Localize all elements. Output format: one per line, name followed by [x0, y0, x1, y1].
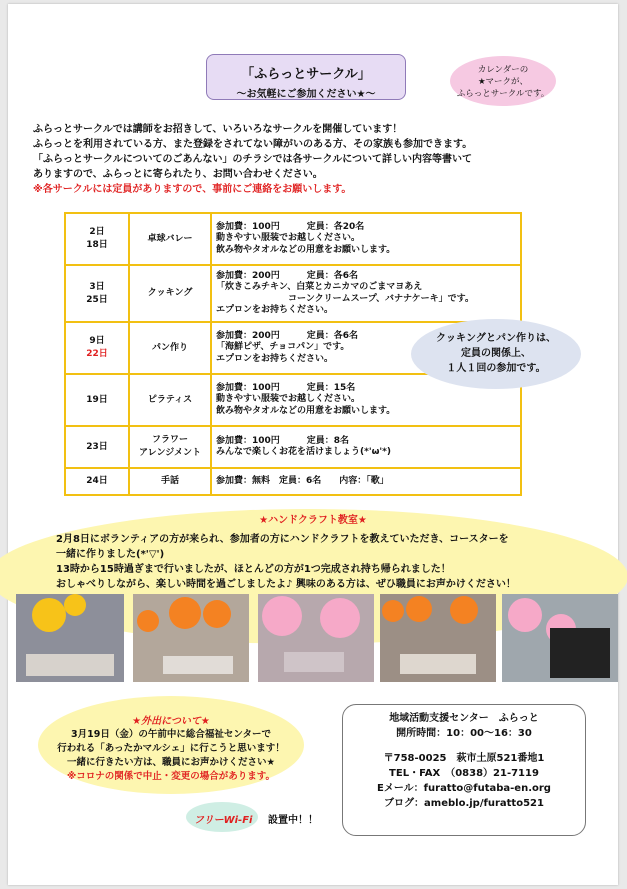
flyer-page — [8, 4, 618, 885]
center-blog: ブログ：ameblo.jp/furatto521 — [384, 798, 544, 809]
handcraft-photo — [133, 594, 249, 682]
intro-line: ふらっとサークルでは講師をお招きして、いろいろなサークルを開催しています！ — [33, 124, 403, 135]
center-postal: 〒758-0025 萩市土原521番地1 — [383, 753, 545, 764]
table-row — [65, 426, 521, 468]
outing-line: 一緒に行きたい方は、職員にお声かけください★ — [66, 757, 276, 768]
calendar-note-line: カレンダーの — [477, 65, 529, 75]
center-hours: 開所時間：10：00～16：30 — [396, 728, 532, 739]
cooking-note-line: 定員の関係上、 — [461, 348, 531, 359]
date-cell: 3日 25日 — [65, 265, 129, 322]
center-email: Eメール：furatto@futaba-en.org — [377, 783, 551, 794]
intro-line: ありますので、ふらっとに寄られたり、お問い合わせください。 — [33, 169, 323, 180]
detail-cell: 参加費：無料 定員：6名 内容：「歌」 — [211, 468, 521, 495]
handcraft-photo — [502, 594, 618, 682]
detail-cell: 参加費：100円 定員：各20名 動きやすい服装でお越しください。 飲み物やタオルなどの用意をお願いします。 — [211, 213, 521, 265]
calendar-note-line: ふらっとサークルです。 — [456, 89, 550, 99]
cooking-note-line: １人１回の参加です。 — [446, 363, 546, 374]
cooking-note-line: クッキングとパン作りは、 — [436, 333, 556, 344]
circle-name-cell: パン作り — [129, 322, 211, 374]
intro-text — [33, 122, 593, 197]
outing-line: 行われる「あったかマルシェ」に行こうと思います！ — [57, 743, 285, 754]
outing-line: 3月19日（金）の午前中に総合福祉センターで — [71, 729, 271, 740]
intro-line: 「ふらっとサークルについてのごあんない」のチラシでは各サークルについて詳しい内容等書いて — [33, 154, 472, 165]
handcraft-line: 13時から15時過ぎまで行いましたが、ほとんどの方が1つ完成され持ち帰られました！ — [56, 564, 451, 575]
circle-name-cell: 手話 — [129, 468, 211, 495]
intro-warning: ※各サークルには定員がありますので、事前にご連絡をお願いします。 — [33, 184, 352, 195]
handcraft-line: 2月8日にボランティアの方が来られ、参加者の方にハンドクラフトを教えていただき、コースターを — [56, 534, 509, 545]
outing-title: ★外出について★ — [132, 716, 210, 727]
table-row — [65, 213, 521, 265]
cooking-note-bubble — [411, 319, 581, 389]
date-cell: 19日 — [65, 374, 129, 426]
center-tel: TEL・FAX （0838）21-7119 — [389, 768, 539, 779]
handcraft-photo — [258, 594, 374, 682]
circle-name-cell: クッキング — [129, 265, 211, 322]
detail-cell: 参加費：100円 定員：15名 動きやすい服装でお越しください。 飲み物やタオルなどの用意をお願いします。 — [211, 374, 521, 426]
handcraft-line: 一緒に作りました(*'▽') — [56, 549, 165, 560]
outing-note: ※コロナの関係で中止・変更の場合があります。 — [67, 771, 275, 782]
calendar-note-bubble — [450, 56, 556, 106]
calendar-note-line: ★マークが、 — [477, 77, 529, 87]
detail-cell: 参加費：200円 定員：各6名 「炊きこみチキン、白菜とカニカマのごまマヨあえ コーンクリームスープ、バナナケーキ」です。 エプロンをお持ちください。 — [211, 265, 521, 322]
center-info-box — [342, 704, 586, 836]
handcraft-text — [56, 532, 616, 592]
date-cell: 2日 18日 — [65, 213, 129, 265]
table-row — [65, 265, 521, 322]
wifi-notice — [186, 802, 336, 838]
circle-name-cell: ピラティス — [129, 374, 211, 426]
center-name: 地域活動支援センター ふらっと — [389, 713, 539, 724]
page-title: 「ふらっとサークル」 — [241, 67, 371, 82]
detail-cell: 参加費：100円 定員：8名 みんなで楽しくお花を活けましょう(*'ω'*) — [211, 426, 521, 468]
page-subtitle: ～お気軽にご参加ください★～ — [236, 89, 376, 100]
handcraft-line: おしゃべりしながら、楽しい時間を過ごしましたよ♪ 興味のある方は、ぜひ職員にお声かけください！ — [56, 579, 516, 590]
title-box — [206, 54, 406, 100]
handcraft-title: ★ハンドクラフト教室★ — [259, 515, 367, 526]
outing-text — [38, 728, 304, 784]
date-cell: 24日 — [65, 468, 129, 495]
handcraft-photo — [380, 594, 496, 682]
circle-name-cell: 卓球バレー — [129, 213, 211, 265]
date-cell: 23日 — [65, 426, 129, 468]
circle-name-cell: フラワー アレンジメント — [129, 426, 211, 468]
wifi-status: 設置中！！ — [268, 815, 318, 826]
date-cell: 9日 22日 — [65, 322, 129, 374]
wifi-label: フリーWi-Fi — [194, 815, 253, 826]
table-row — [65, 468, 521, 495]
detail-cell: 参加費：200円 定員：各6名 「海鮮ピザ、チョコパン」です。 エプロンをお持ちください。 — [211, 322, 521, 374]
handcraft-photo — [16, 594, 124, 682]
intro-line: ふらっとを利用されている方、また登録をされてない障がいのある方、その家族も参加できます。 — [33, 139, 473, 150]
